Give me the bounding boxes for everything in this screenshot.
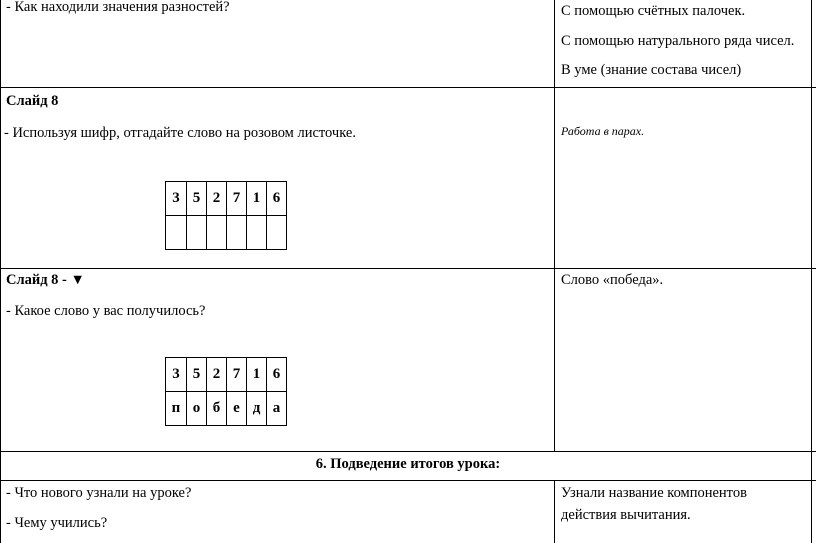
cipher-digit: 3 — [166, 358, 187, 392]
pair-work-note: Работа в парах. — [561, 124, 645, 138]
cipher-letter-row — [166, 392, 287, 426]
answer-line-3: В уме (знание состава чисел) — [561, 62, 742, 78]
cipher-digit: 2 — [207, 358, 227, 392]
section-heading-summary: 6. Подведение итогов урока: — [315, 456, 501, 472]
cipher-digit-row — [166, 358, 287, 392]
summary-answer-line-2: действия вычитания. — [561, 507, 691, 523]
cipher-digit: 7 — [227, 182, 247, 216]
cipher-digit: 5 — [187, 358, 207, 392]
column-divider — [554, 480, 555, 543]
slide-8-title: Слайд 8 — [6, 93, 59, 109]
cipher-digit: 7 — [227, 358, 247, 392]
cipher-letter-row — [166, 216, 287, 250]
cipher-letter: а — [267, 392, 287, 426]
cipher-digit: 6 — [267, 358, 287, 392]
row-divider — [0, 451, 816, 452]
word-answer: Слово «победа». — [561, 272, 664, 288]
cipher-letter-blank — [187, 216, 207, 250]
cipher-letter: е — [227, 392, 247, 426]
cipher-letter-blank — [207, 216, 227, 250]
cipher-digit: 1 — [247, 182, 267, 216]
cipher-table-empty — [165, 181, 287, 250]
row-divider — [0, 480, 816, 481]
row-divider — [0, 87, 816, 88]
question-differences: - Как находили значения разностей? — [6, 0, 230, 15]
cipher-letter-blank — [166, 216, 187, 250]
cipher-letter: о — [187, 392, 207, 426]
cipher-instruction: - Используя шифр, отгадайте слово на розовом листочке. — [4, 125, 356, 141]
cipher-digit: 6 — [267, 182, 287, 216]
column-divider — [554, 0, 555, 451]
answer-line-1: С помощью счётных палочек. — [561, 3, 746, 19]
summary-answer-line-1: Узнали название компонентов — [561, 485, 747, 501]
cipher-letter: б — [207, 392, 227, 426]
cipher-letter-blank — [247, 216, 267, 250]
cipher-digit: 3 — [166, 182, 187, 216]
cipher-letter: п — [166, 392, 187, 426]
cipher-letter: д — [247, 392, 267, 426]
word-question: - Какое слово у вас получилось? — [6, 303, 206, 319]
cipher-table-solved — [165, 357, 287, 426]
answer-line-2: С помощью натурального ряда чисел. — [561, 33, 795, 49]
row-divider — [0, 268, 816, 269]
cipher-digit: 5 — [187, 182, 207, 216]
cipher-digit: 1 — [247, 358, 267, 392]
cipher-digit-row — [166, 182, 287, 216]
cipher-digit: 2 — [207, 182, 227, 216]
cipher-letter-blank — [227, 216, 247, 250]
slide-8-next-title: Слайд 8 - ▼ — [6, 272, 85, 288]
cipher-letter-blank — [267, 216, 287, 250]
question-new-learned: - Что нового узнали на уроке? — [6, 485, 192, 501]
question-what-learned: - Чему учились? — [6, 515, 108, 531]
